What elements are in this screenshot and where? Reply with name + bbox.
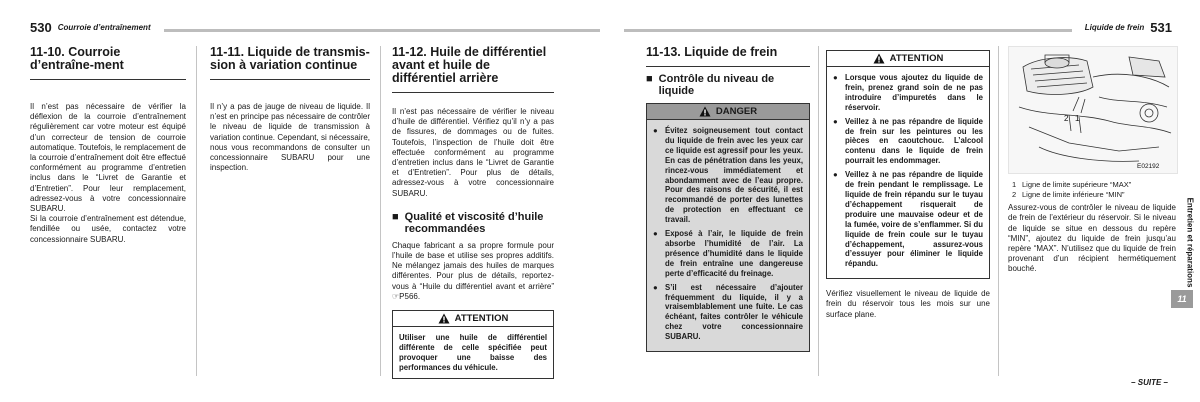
attention-text: Utiliser une huile de différentiel différente de celle spécifiée peut provoquer une baisse des performances du véhicule.	[399, 333, 547, 372]
paragraph: Il n’y a pas de jauge de niveau de liquide. Il n’est en principe pas nécessaire de contrôler le niveau de liquide de transmission à variation continue. Cependant, si nécessaire, nous vous recommandons de consulter un concessionnaire SUBARU pour une inspection.	[210, 102, 370, 173]
attention-box	[392, 310, 554, 379]
subsection-label: Qualité et viscosité d’huile recommandées	[404, 210, 544, 235]
attention-header	[393, 311, 553, 327]
legend-item: 1 Ligne de limite supérieure “MAX”	[1012, 180, 1132, 189]
danger-item: ● S’il est nécessaire d’ajouter fréquemment du liquide, il y a vraisemblablement une fuite. Le cas échéant, faites contrôler le véhicule chez votre concessionnaire SUBARU.	[653, 282, 803, 342]
attention-label: ATTENTION	[454, 313, 509, 325]
right-page	[600, 0, 1200, 402]
column-divider	[818, 46, 819, 376]
callout-1: 1	[1075, 114, 1080, 123]
subsection-title	[646, 73, 810, 97]
paragraph: Si la courroie d’entraînement est détendue, fendillée ou usée, contactez votre concessionnaire SUBARU.	[30, 214, 186, 244]
chapter-side-label: Entretien et réparations	[1185, 197, 1195, 287]
running-title: Courroie d’entraînement	[57, 22, 151, 32]
section-title: 11-13. Liquide de frein	[646, 46, 810, 67]
callout-2: 2	[1064, 114, 1069, 123]
chapter-side-tab	[1180, 186, 1200, 298]
section-11-10	[30, 46, 186, 245]
paragraph: Assurez-vous de contrôler le niveau de liquide de frein de l’extérieur du réservoir. Si le niveau de liquide se situe en dessous du repère “MIN”, ajoutez du liquide de frein jusqu’au repère “MAX”. N’utilisez que du liquide de frein provenant d’un récipient hermétiquement bouché.	[1008, 203, 1176, 274]
danger-item: ● Évitez soigneusement tout contact du liquide de frein avec les yeux car ce liquide est agressif pour les yeux. En cas de pénétration dans les yeux, rincez-vous immédiatement et abondamment avec de l’eau propre. Pour des raisons de sécurité, il est recommandé de porter des lunettes de protection en effectuant ce travail.	[653, 126, 803, 225]
attention-header	[827, 51, 989, 67]
paragraph: Vérifiez visuellement le niveau de liquide de frein du réservoir tous les mois sur une surface plane.	[826, 289, 990, 319]
paragraph: Il n’est pas nécessaire de vérifier la déflexion de la courroie d’entraînement régulièrement car votre moteur est équipé d’un correcteur de tension de courroie automatique. Toutefois, le remplacement de la courroie d’entraînement doit être effectué conformément au programme d’entretien inclus dans le “Livret de Garantie et d’Entretien”. Pour leur remplacement, adressez-vous à votre concessionnaire SUBARU.	[30, 102, 186, 214]
figure-code: E02192	[1137, 163, 1160, 170]
column-divider	[998, 46, 999, 376]
paragraph: Chaque fabricant a sa propre formule pour l’huile de base et utilise ses propres additifs. Ne mélangez jamais des huiles de marques différentes. Pour plus de détails, reportez-vous à “Huile du différentiel avant et arrière” ☞P566.	[392, 240, 554, 301]
danger-box	[646, 103, 810, 352]
figure-column	[1008, 46, 1176, 275]
header-rule	[164, 29, 600, 32]
attention-column	[826, 46, 990, 320]
section-11-11	[210, 46, 370, 173]
section-11-13	[646, 46, 810, 352]
left-page-header	[30, 20, 151, 34]
attention-label: ATTENTION	[889, 53, 944, 64]
column-divider	[380, 46, 381, 376]
attention-item: ● Veillez à ne pas répandre de liquide de frein pendant le remplissage. Le liquide de frein répandu sur le tuyau d’échappement risquerait de produire une mauvaise odeur et de la fumée, voire de s’enflammer. Si du liquide de frein coule sur le tuyau d’échappement, assurez-vous d’essuyer pour éliminer le liquide répandu.	[833, 170, 983, 269]
header-rule	[624, 29, 1072, 32]
warning-triangle-icon	[873, 53, 885, 64]
paragraph: Il n’est pas nécessaire de vérifier le niveau d’huile de différentiel. Vérifiez qu’il n’y a pas de fissures, de dommages ou de fuites. Toutefois, l’inspection de l’huile doit être effectuée conformément au programme d’entretien inclus dans le “Livret de Garantie et d’Entretien”. Pour plus de détails, adressez-vous à votre concessionnaire SUBARU.	[392, 107, 554, 198]
attention-body	[827, 67, 989, 278]
section-title: 11-12. Huile de différentiel avant et huile de différentiel arrière	[392, 46, 554, 93]
section-title: 11-11. Liquide de transmis-sion à variation continue	[210, 46, 370, 80]
running-title: Liquide de frein	[1084, 22, 1145, 32]
chapter-number-badge: 11	[1171, 290, 1193, 308]
section-title: 11-10. Courroie d’entraîne-ment	[30, 46, 186, 80]
right-page-header	[1085, 20, 1172, 34]
legend-item: 2 Ligne de limite inférieure “MIN”	[1012, 189, 1125, 199]
danger-header	[647, 104, 809, 120]
column-divider	[196, 46, 197, 376]
page-number: 531	[1150, 19, 1172, 35]
section-11-12	[392, 46, 554, 379]
attention-item: ● Veillez à ne pas répandre de liquide de frein sur les peintures ou les pièces en caoutchouc. L’alcool contenu dans le liquide de frein pourrait les endommager.	[833, 116, 983, 166]
attention-box	[826, 50, 990, 279]
warning-triangle-icon	[438, 313, 450, 324]
warning-triangle-icon	[699, 106, 711, 117]
continue-label: – SUITE –	[1131, 378, 1168, 387]
danger-item: ● Exposé à l’air, le liquide de frein absorbe l’humidité de l’air. La présence d’humidité dans le liquide de frein entraîne une dangereuse perte d’efficacité du freinage.	[653, 229, 803, 278]
square-bullet-icon: ■	[392, 210, 399, 223]
page-number: 530	[30, 19, 52, 35]
subsection-title	[392, 211, 554, 235]
square-bullet-icon: ■	[646, 73, 653, 85]
subsection-label: Contrôle du niveau de liquide	[658, 73, 775, 97]
figure-legend	[1008, 180, 1176, 199]
reservoir-illustration	[1009, 47, 1177, 173]
danger-label: DANGER	[715, 106, 758, 117]
attention-item: ● Lorsque vous ajoutez du liquide de frein, prenez grand soin de ne pas introduire d’impuretés dans le réservoir.	[833, 73, 983, 112]
brake-fluid-reservoir-figure	[1008, 46, 1178, 174]
danger-body	[647, 120, 809, 351]
